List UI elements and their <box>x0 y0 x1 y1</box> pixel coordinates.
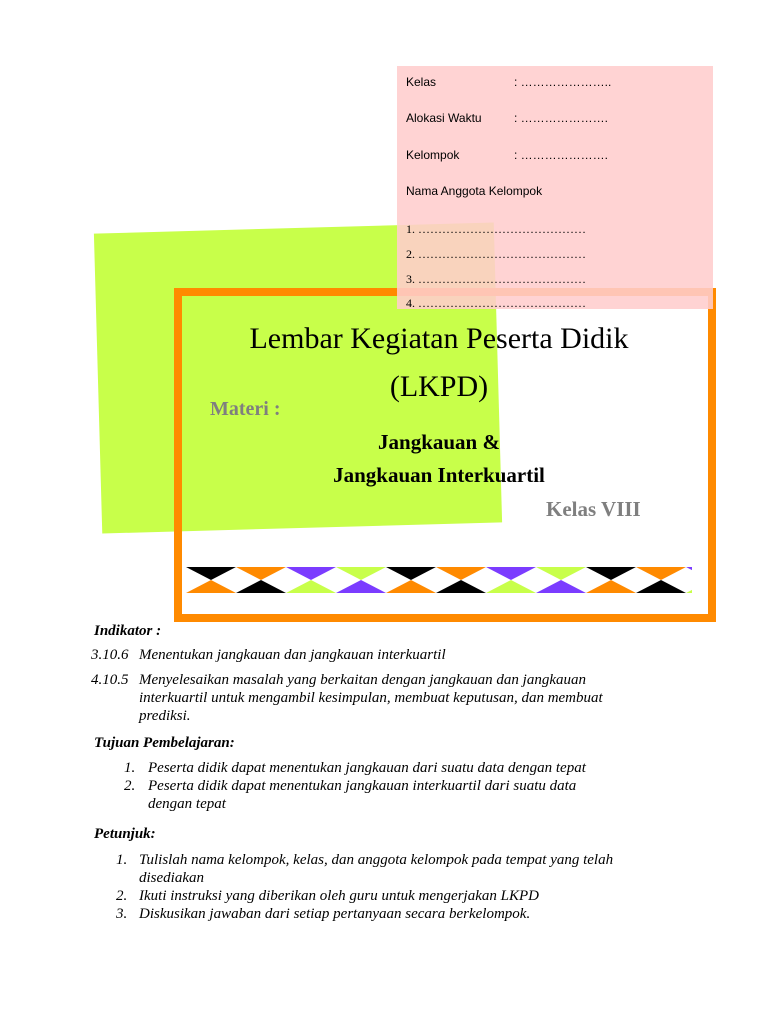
tujuan-2-number: 2. <box>124 778 136 794</box>
triangle-up <box>436 580 486 593</box>
triangle-up <box>536 580 586 593</box>
member-line-4[interactable]: 4. …………………………………… <box>406 296 586 310</box>
triangle-down <box>236 567 286 580</box>
triangle-up <box>336 580 386 593</box>
petunjuk-1-line-2: disediakan <box>139 870 204 886</box>
kelompok-label: Kelompok <box>406 148 460 162</box>
topic-line-2: Jangkauan Interkuartil <box>333 463 545 487</box>
triangle-row-bottom <box>186 580 692 593</box>
triangle-pattern-strip <box>186 567 692 593</box>
kelas-field-value[interactable]: : ………………….. <box>514 75 612 89</box>
indikator-1-text: Menentukan jangkauan dan jangkauan interkuartil <box>139 647 446 663</box>
triangle-up <box>236 580 286 593</box>
tujuan-2-line-1: Peserta didik dapat menentukan jangkauan interkuartil dari suatu data <box>148 778 577 794</box>
triangle-down <box>186 567 236 580</box>
triangle-down <box>386 567 436 580</box>
triangle-up <box>286 580 336 593</box>
triangle-up <box>186 580 236 593</box>
tujuan-2-line-2: dengan tepat <box>148 796 226 812</box>
indikator-2-line-1: Menyelesaikan masalah yang berkaitan dengan jangkauan dan jangkauan <box>139 672 586 688</box>
triangle-row-top <box>186 567 692 580</box>
petunjuk-2-number: 2. <box>116 888 128 904</box>
title-line-2: (LKPD) <box>389 370 489 403</box>
tujuan-1-text: Peserta didik dapat menentukan jangkauan dari suatu data dengan tepat <box>148 760 586 776</box>
tujuan-1-number: 1. <box>124 760 136 776</box>
title-line-1: Lembar Kegiatan Peserta Didik <box>249 322 629 355</box>
triangle-down <box>586 567 636 580</box>
triangle-up <box>386 580 436 593</box>
triangle-down <box>286 567 336 580</box>
triangle-down <box>336 567 386 580</box>
triangle-up <box>586 580 636 593</box>
kelompok-value[interactable]: : …………………. <box>514 148 609 162</box>
topic-line-1: Jangkauan & <box>378 430 500 454</box>
triangle-up <box>636 580 686 593</box>
petunjuk-3-number: 3. <box>116 906 128 922</box>
kelas-label: Kelas VIII <box>546 497 641 521</box>
indikator-2-line-2: interkuartil untuk mengambil kesimpulan, membuat keputusan, dan membuat <box>139 690 603 706</box>
member-line-2[interactable]: 2. …………………………………… <box>406 247 586 261</box>
triangle-down <box>486 567 536 580</box>
alokasi-waktu-value[interactable]: : …………………. <box>514 111 609 125</box>
indikator-2-number: 4.10.5 <box>91 672 129 688</box>
petunjuk-2-text: Ikuti instruksi yang diberikan oleh guru untuk mengerjakan LKPD <box>139 888 539 904</box>
indikator-1-number: 3.10.6 <box>91 647 129 663</box>
anggota-kelompok-label: Nama Anggota Kelompok <box>406 184 543 198</box>
triangle-down <box>536 567 586 580</box>
member-line-1[interactable]: 1. …………………………………… <box>406 222 586 236</box>
petunjuk-1-number: 1. <box>116 852 128 868</box>
indikator-heading: Indikator : <box>94 623 162 639</box>
triangle-up <box>686 580 692 593</box>
triangle-down <box>636 567 686 580</box>
alokasi-waktu-label: Alokasi Waktu <box>406 111 482 125</box>
triangle-up <box>486 580 536 593</box>
kelas-field-label: Kelas <box>406 75 437 89</box>
indikator-2-line-3: prediksi. <box>139 708 191 724</box>
triangle-down <box>436 567 486 580</box>
triangle-down <box>686 567 692 580</box>
petunjuk-3-text: Diskusikan jawaban dari setiap pertanyaan secara berkelompok. <box>139 906 531 922</box>
petunjuk-heading: Petunjuk: <box>94 826 156 842</box>
tujuan-heading: Tujuan Pembelajaran: <box>94 735 235 751</box>
member-line-3[interactable]: 3. …………………………………… <box>406 272 586 286</box>
petunjuk-1-line-1: Tulislah nama kelompok, kelas, dan anggota kelompok pada tempat yang telah <box>139 852 614 868</box>
materi-label: Materi : <box>210 398 281 420</box>
